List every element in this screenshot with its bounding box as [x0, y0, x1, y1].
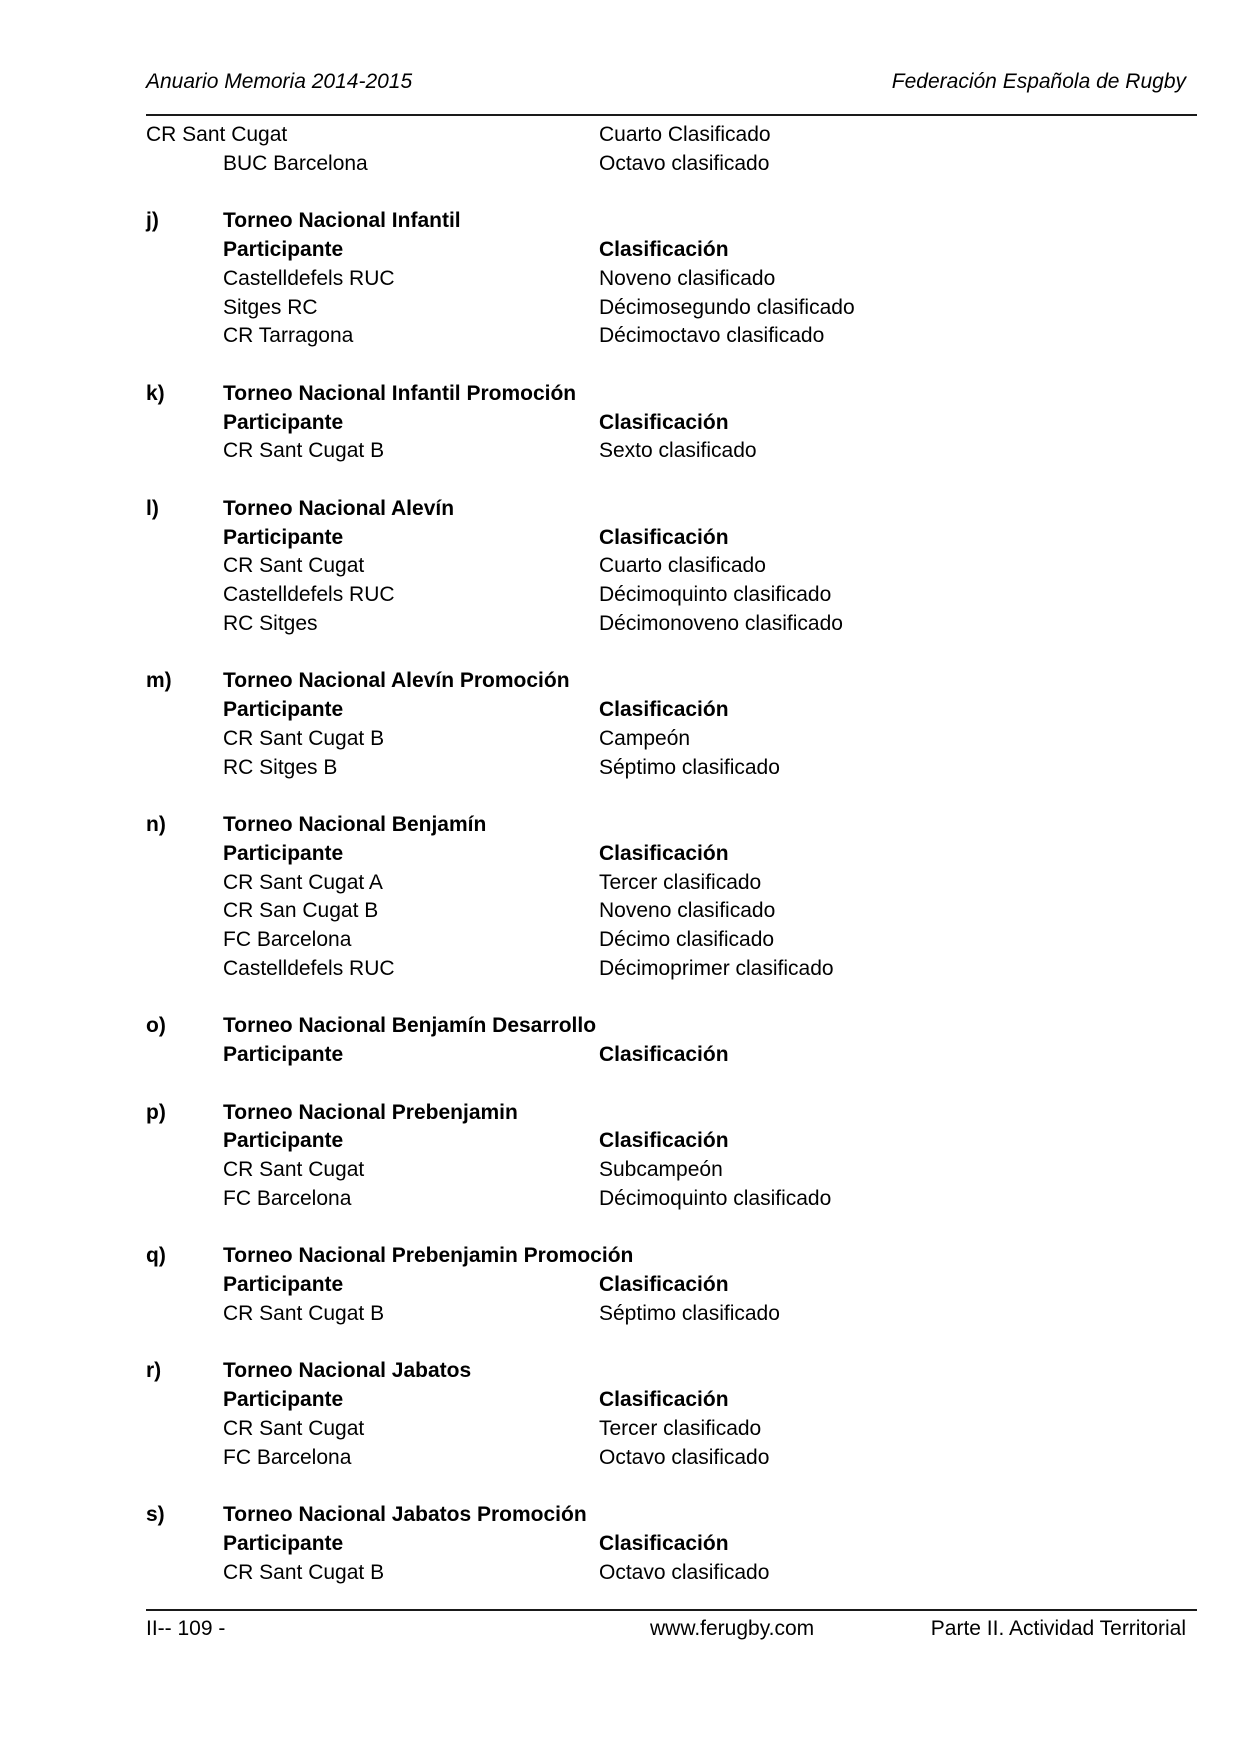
section-heading — [0, 1099, 1241, 1128]
column-header-participant: Participante — [223, 841, 344, 865]
column-header-row — [0, 409, 1241, 438]
table-row — [0, 121, 1241, 150]
blank-line — [0, 1472, 1241, 1501]
participant-cell: FC Barcelona — [223, 1445, 352, 1469]
section-heading — [0, 1242, 1241, 1271]
section-title: Torneo Nacional Benjamín — [223, 813, 487, 836]
classification-cell: Tercer clasificado — [599, 870, 762, 894]
classification-cell: Octavo clasificado — [599, 1560, 770, 1584]
blank-line — [0, 351, 1241, 380]
column-header-participant: Participante — [223, 1043, 344, 1066]
header-title-right: Federación Española de Rugby — [891, 70, 1186, 93]
table-row — [0, 294, 1241, 323]
section-heading — [0, 1357, 1241, 1386]
section-letter: m) — [146, 669, 172, 693]
participant-cell: FC Barcelona — [223, 928, 352, 951]
table-row — [0, 322, 1241, 351]
classification-cell: Subcampeón — [599, 1158, 723, 1181]
column-header-classification: Clasificación — [599, 410, 729, 434]
blank-line — [0, 1214, 1241, 1243]
section-title: Torneo Nacional Prebenjamin — [223, 1100, 518, 1124]
footer-rule — [146, 1609, 1197, 1611]
column-header-classification: Clasificación — [599, 1388, 729, 1411]
classification-cell: Sexto clasificado — [599, 439, 757, 463]
classification-cell: Décimo clasificado — [599, 928, 775, 951]
table-row — [0, 1415, 1241, 1444]
section-title: Torneo Nacional Alevín — [223, 496, 455, 520]
section-letter: n) — [146, 813, 166, 836]
table-row — [0, 1559, 1241, 1588]
participant-cell: BUC Barcelona — [223, 151, 368, 175]
table-row — [0, 1444, 1241, 1473]
table-row — [0, 552, 1241, 581]
blank-line — [0, 1329, 1241, 1358]
website-link[interactable]: www.ferugby.com — [650, 1617, 815, 1640]
section-title: Torneo Nacional Jabatos — [223, 1359, 472, 1383]
participant-cell: RC Sitges B — [223, 755, 338, 779]
column-header-participant: Participante — [223, 1129, 344, 1153]
column-header-participant: Participante — [223, 1388, 344, 1411]
table-row — [0, 897, 1241, 926]
blank-line — [0, 1070, 1241, 1099]
blank-line — [0, 179, 1241, 208]
section-letter: o) — [146, 1014, 166, 1038]
section-heading — [0, 667, 1241, 696]
table-row — [0, 725, 1241, 754]
participant-cell: RC Sitges — [223, 611, 318, 635]
section-heading — [0, 1012, 1241, 1041]
document-body — [0, 121, 1241, 1616]
column-header-classification: Clasificación — [599, 525, 729, 549]
table-row — [0, 581, 1241, 610]
column-header-participant: Participante — [223, 525, 344, 549]
table-row — [0, 754, 1241, 783]
section-letter: r) — [146, 1359, 162, 1383]
section-title: Torneo Nacional Jabatos Promoción — [223, 1503, 587, 1526]
participant-cell: CR Sant Cugat — [223, 1416, 365, 1440]
section-heading — [0, 1501, 1241, 1530]
blank-line — [0, 984, 1241, 1013]
classification-cell: Décimoquinto clasificado — [599, 1186, 832, 1210]
participant-cell: Castelldefels RUC — [223, 583, 395, 606]
classification-cell: Cuarto clasificado — [599, 554, 766, 578]
classification-cell: Noveno clasificado — [599, 266, 776, 290]
participant-cell: CR Sant Cugat A — [223, 870, 383, 894]
participant-cell: CR Sant Cugat — [223, 1158, 365, 1181]
participant-cell: CR Sant Cugat B — [223, 439, 385, 463]
column-header-classification: Clasificación — [599, 1531, 729, 1555]
column-header-classification: Clasificación — [599, 238, 729, 261]
table-row — [0, 1185, 1241, 1214]
section-title: Torneo Nacional Infantil — [223, 209, 461, 233]
section-heading — [0, 207, 1241, 236]
classification-cell: Séptimo clasificado — [599, 755, 780, 779]
classification-cell: Tercer clasificado — [599, 1416, 762, 1440]
column-header-participant: Participante — [223, 1531, 344, 1555]
classification-cell: Cuarto Clasificado — [599, 123, 771, 146]
page-number: II-- 109 - — [146, 1617, 226, 1640]
blank-line — [0, 639, 1241, 668]
column-header-classification: Clasificación — [599, 1043, 729, 1066]
section-heading — [0, 495, 1241, 524]
table-row — [0, 610, 1241, 639]
table-row — [0, 437, 1241, 466]
participant-cell: CR Sant Cugat B — [223, 1301, 385, 1325]
column-header-participant: Participante — [223, 238, 344, 261]
classification-cell: Décimonoveno clasificado — [599, 611, 843, 635]
section-letter: j) — [146, 209, 159, 233]
participant-cell: CR San Cugat B — [223, 899, 379, 923]
section-letter: p) — [146, 1100, 166, 1124]
participant-cell: CR Sant Cugat — [146, 123, 288, 146]
column-header-row — [0, 696, 1241, 725]
column-header-row — [0, 840, 1241, 869]
blank-line — [0, 466, 1241, 495]
section-letter: q) — [146, 1244, 166, 1268]
column-header-classification: Clasificación — [599, 1273, 729, 1296]
table-row — [0, 1156, 1241, 1185]
header-rule — [146, 114, 1197, 116]
participant-cell: Sitges RC — [223, 295, 318, 319]
column-header-row — [0, 1127, 1241, 1156]
section-title: Torneo Nacional Alevín Promoción — [223, 669, 570, 693]
table-row — [0, 150, 1241, 179]
column-header-participant: Participante — [223, 698, 344, 721]
column-header-row — [0, 1386, 1241, 1415]
column-header-row — [0, 236, 1241, 265]
table-row — [0, 955, 1241, 984]
classification-cell: Séptimo clasificado — [599, 1301, 780, 1325]
column-header-classification: Clasificación — [599, 698, 729, 721]
footer-part-label: Parte II. Actividad Territorial — [930, 1617, 1186, 1640]
section-letter: s) — [146, 1503, 165, 1526]
classification-cell: Décimosegundo clasificado — [599, 295, 855, 319]
column-header-participant: Participante — [223, 410, 344, 434]
classification-cell: Décimoquinto clasificado — [599, 583, 832, 606]
section-title: Torneo Nacional Prebenjamin Promoción — [223, 1244, 634, 1268]
participant-cell: Castelldefels RUC — [223, 956, 395, 980]
classification-cell: Noveno clasificado — [599, 899, 776, 923]
participant-cell: CR Sant Cugat — [223, 554, 365, 578]
participant-cell: CR Sant Cugat B — [223, 726, 385, 750]
section-title: Torneo Nacional Infantil Promoción — [223, 381, 577, 405]
section-letter: l) — [146, 496, 159, 520]
table-row — [0, 1300, 1241, 1329]
header-title-left: Anuario Memoria 2014-2015 — [146, 70, 413, 93]
classification-cell: Octavo clasificado — [599, 1445, 770, 1469]
column-header-participant: Participante — [223, 1273, 344, 1296]
section-title: Torneo Nacional Benjamín Desarrollo — [223, 1014, 597, 1038]
blank-line — [0, 1587, 1241, 1616]
section-letter: k) — [146, 381, 165, 405]
blank-line — [0, 782, 1241, 811]
participant-cell: FC Barcelona — [223, 1186, 352, 1210]
participant-cell: CR Tarragona — [223, 324, 354, 348]
page-header — [146, 70, 1186, 94]
table-row — [0, 926, 1241, 955]
section-heading — [0, 811, 1241, 840]
classification-cell: Campeón — [599, 726, 691, 750]
column-header-classification: Clasificación — [599, 841, 729, 865]
table-row — [0, 265, 1241, 294]
column-header-row — [0, 524, 1241, 553]
column-header-row — [0, 1530, 1241, 1559]
table-row — [0, 869, 1241, 898]
classification-cell: Décimoctavo clasificado — [599, 324, 825, 348]
participant-cell: Castelldefels RUC — [223, 266, 395, 290]
participant-cell: CR Sant Cugat B — [223, 1560, 385, 1584]
column-header-classification: Clasificación — [599, 1129, 729, 1153]
column-header-row — [0, 1271, 1241, 1300]
classification-cell: Décimoprimer clasificado — [599, 956, 834, 980]
section-heading — [0, 380, 1241, 409]
column-header-row — [0, 1041, 1241, 1070]
classification-cell: Octavo clasificado — [599, 151, 770, 175]
page-footer — [0, 1615, 1241, 1643]
